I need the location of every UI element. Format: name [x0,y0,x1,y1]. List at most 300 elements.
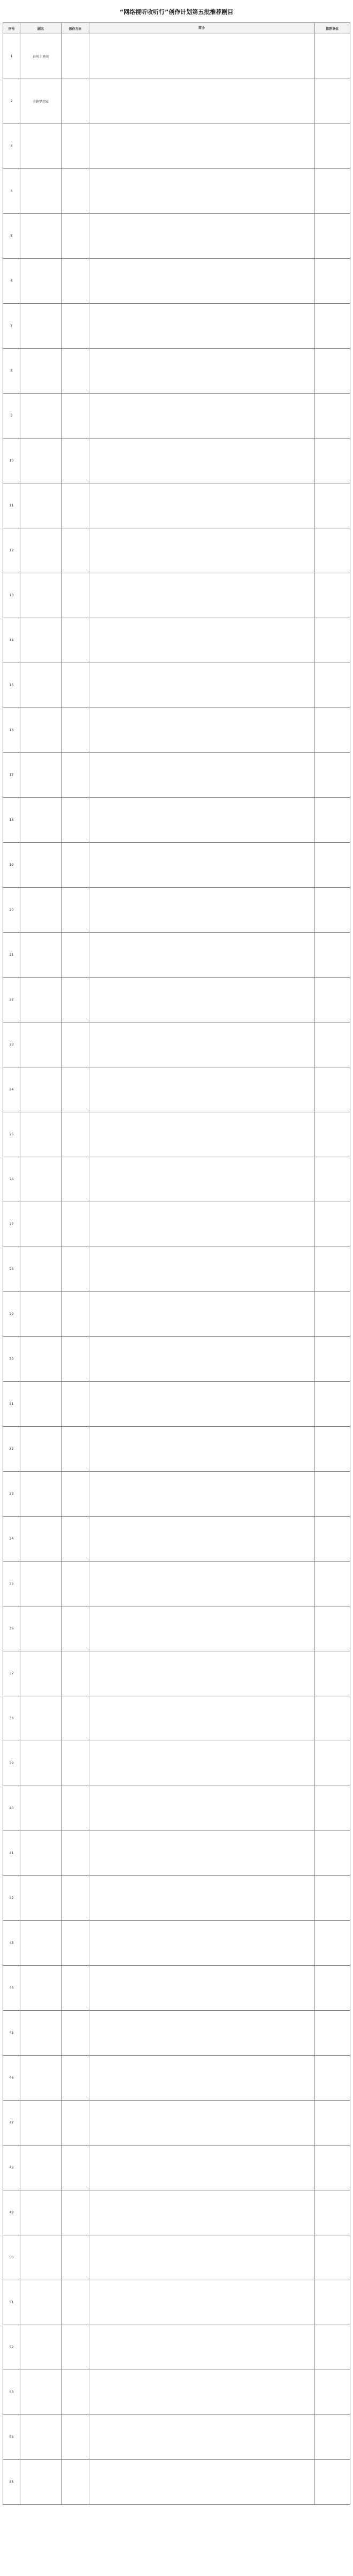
creative-direction [62,2235,89,2280]
recommending-unit [314,1112,350,1157]
recommending-unit [314,214,350,259]
drama-title [20,2370,62,2415]
table-row [3,439,350,483]
drama-title [20,214,62,259]
drama-title [20,2325,62,2370]
synopsis [89,1966,314,2011]
recommending-unit [314,483,350,528]
creative-direction [62,798,89,843]
creative-direction [62,2056,89,2101]
row-number: 29 [3,1292,20,1337]
recommending-unit [314,1427,350,1472]
recommending-unit [314,1292,350,1337]
table-row [3,34,350,79]
recommending-unit [314,1472,350,1517]
synopsis [89,34,314,79]
creative-direction [62,618,89,663]
drama-title [20,933,62,978]
table-row [3,663,350,708]
synopsis [89,1292,314,1337]
drama-title [20,1831,62,1876]
creative-direction [62,1472,89,1517]
synopsis [89,2011,314,2056]
drama-title [20,753,62,798]
synopsis [89,1876,314,1921]
table-row [3,2235,350,2280]
creative-direction [62,394,89,439]
recommending-unit [314,2056,350,2101]
table-row [3,1651,350,1696]
drama-title [20,1067,62,1112]
row-number: 24 [3,1067,20,1112]
table-row [3,1606,350,1651]
table-row [3,79,350,124]
header-recommender: 推荐单位 [314,23,350,34]
synopsis [89,2415,314,2460]
table-row [3,1921,350,1966]
recommending-unit [314,169,350,214]
drama-title [20,1202,62,1247]
recommending-unit [314,1741,350,1786]
recommending-unit [314,978,350,1022]
row-number: 3 [3,124,20,169]
recommending-unit [314,843,350,888]
row-number: 52 [3,2325,20,2370]
synopsis [89,1517,314,1562]
recommending-unit [314,1651,350,1696]
row-number: 53 [3,2370,20,2415]
synopsis [89,753,314,798]
table-row [3,933,350,978]
recommending-unit [314,753,350,798]
recommending-unit [314,933,350,978]
synopsis [89,1337,314,1382]
drama-title [20,1292,62,1337]
recommending-unit [314,2101,350,2146]
table-row [3,2011,350,2056]
table-row [3,1427,350,1472]
table-row [3,2190,350,2235]
table-row [3,753,350,798]
creative-direction [62,978,89,1022]
table-row [3,2460,350,2505]
recommending-unit [314,618,350,663]
recommending-unit [314,663,350,708]
recommending-unit [314,1247,350,1292]
row-number: 8 [3,349,20,394]
row-number: 26 [3,1157,20,1202]
row-number: 48 [3,2146,20,2190]
recommending-unit [314,1517,350,1562]
table-row [3,483,350,528]
row-number: 14 [3,618,20,663]
row-number: 21 [3,933,20,978]
table-row [3,1562,350,1606]
synopsis [89,1651,314,1696]
row-number: 6 [3,259,20,304]
recommending-unit [314,1696,350,1741]
recommending-unit [314,2280,350,2325]
recommending-unit [314,798,350,843]
synopsis [89,1741,314,1786]
creative-direction [62,1067,89,1112]
row-number: 27 [3,1202,20,1247]
drama-title [20,1876,62,1921]
table-row [3,169,350,214]
recommending-unit [314,1337,350,1382]
drama-title [20,573,62,618]
drama-title [20,1427,62,1472]
table-row [3,843,350,888]
drama-title [20,304,62,349]
creative-direction [62,1651,89,1696]
drama-title [20,1022,62,1067]
table-header-row [3,23,350,34]
synopsis [89,1921,314,1966]
synopsis [89,483,314,528]
recommending-unit [314,888,350,933]
table-row [3,1157,350,1202]
table-row [3,1966,350,2011]
synopsis [89,2370,314,2415]
creative-direction [62,304,89,349]
drama-title [20,2415,62,2460]
synopsis [89,2056,314,2101]
recommending-unit [314,528,350,573]
row-number: 30 [3,1337,20,1382]
synopsis [89,259,314,304]
page-title: “网络视听收听行”创作计划第五批推荐剧目 [119,9,234,16]
synopsis [89,1472,314,1517]
recommending-unit [314,2235,350,2280]
header-direction: 创作方向 [62,23,89,34]
drama-title [20,1741,62,1786]
synopsis [89,978,314,1022]
table-row [3,1112,350,1157]
synopsis [89,2101,314,2146]
drama-title [20,483,62,528]
table-row [3,528,350,573]
drama-title [20,2235,62,2280]
recommending-unit [314,2415,350,2460]
table-row [3,259,350,304]
recommending-unit [314,1202,350,1247]
table-row [3,124,350,169]
recommending-unit [314,124,350,169]
row-number: 4 [3,169,20,214]
drama-title [20,439,62,483]
recommending-unit [314,1382,350,1427]
row-number: 12 [3,528,20,573]
table-row [3,1786,350,1831]
row-number: 19 [3,843,20,888]
recommending-unit [314,2370,350,2415]
synopsis [89,798,314,843]
creative-direction [62,888,89,933]
synopsis [89,394,314,439]
recommending-unit [314,1966,350,2011]
row-number: 28 [3,1247,20,1292]
table-row [3,2370,350,2415]
recommending-unit [314,1022,350,1067]
creative-direction [62,708,89,753]
creative-direction [62,214,89,259]
row-number: 33 [3,1472,20,1517]
row-number: 40 [3,1786,20,1831]
table-row [3,1292,350,1337]
table-row [3,1022,350,1067]
row-number: 46 [3,2056,20,2101]
table-row [3,214,350,259]
recommending-unit [314,2325,350,2370]
row-number: 54 [3,2415,20,2460]
table-row [3,888,350,933]
recommending-unit [314,2460,350,2505]
drama-title [20,2146,62,2190]
synopsis [89,1202,314,1247]
row-number: 45 [3,2011,20,2056]
drama-title [20,528,62,573]
row-number: 22 [3,978,20,1022]
table-row [3,1831,350,1876]
table-row [3,1696,350,1741]
recommending-unit [314,349,350,394]
row-number: 39 [3,1741,20,1786]
drama-title [20,2101,62,2146]
synopsis [89,2280,314,2325]
synopsis [89,573,314,618]
creative-direction [62,349,89,394]
row-number: 23 [3,1022,20,1067]
creative-direction [62,2190,89,2235]
synopsis [89,1247,314,1292]
row-number: 10 [3,439,20,483]
synopsis [89,1696,314,1741]
creative-direction [62,843,89,888]
row-number: 32 [3,1427,20,1472]
drama-title [20,1921,62,1966]
synopsis [89,1022,314,1067]
synopsis [89,79,314,124]
row-number: 38 [3,1696,20,1741]
synopsis [89,439,314,483]
synopsis [89,1562,314,1606]
table-row [3,618,350,663]
synopsis [89,1427,314,1472]
drama-title [20,1966,62,2011]
drama-title [20,1247,62,1292]
creative-direction [62,1202,89,1247]
creative-direction [62,663,89,708]
drama-title: 小镇梦想家 [20,79,62,124]
synopsis [89,124,314,169]
drama-title [20,1472,62,1517]
creative-direction [62,124,89,169]
creative-direction [62,1831,89,1876]
table-row [3,1067,350,1112]
synopsis [89,2190,314,2235]
row-number: 41 [3,1831,20,1876]
recommending-unit [314,394,350,439]
creative-direction [62,259,89,304]
creative-direction [62,1786,89,1831]
header-title: 剧名 [20,23,62,34]
row-number: 7 [3,304,20,349]
table-row [3,1741,350,1786]
creative-direction [62,753,89,798]
creative-direction [62,1696,89,1741]
row-number: 47 [3,2101,20,2146]
drama-title [20,349,62,394]
drama-title [20,1562,62,1606]
table-row [3,349,350,394]
table-row [3,1517,350,1562]
drama-title: 春风十里间 [20,34,62,79]
table-row [3,1382,350,1427]
drama-title [20,394,62,439]
drama-title [20,1696,62,1741]
recommending-unit [314,34,350,79]
table-row [3,1472,350,1517]
recommending-unit [314,1067,350,1112]
drama-title [20,708,62,753]
recommending-unit [314,1921,350,1966]
table-row [3,2101,350,2146]
synopsis [89,304,314,349]
synopsis [89,1831,314,1876]
row-number: 51 [3,2280,20,2325]
synopsis [89,2460,314,2505]
creative-direction [62,1247,89,1292]
creative-direction [62,2280,89,2325]
synopsis [89,708,314,753]
synopsis [89,1157,314,1202]
row-number: 16 [3,708,20,753]
row-number: 17 [3,753,20,798]
creative-direction [62,1112,89,1157]
recommending-unit [314,1831,350,1876]
synopsis [89,2235,314,2280]
synopsis [89,1112,314,1157]
table-row [3,2325,350,2370]
recommending-unit [314,79,350,124]
recommended-dramas-table [3,22,350,2505]
row-number: 35 [3,1562,20,1606]
creative-direction [62,2325,89,2370]
row-number: 25 [3,1112,20,1157]
drama-title [20,2280,62,2325]
recommending-unit [314,1157,350,1202]
drama-title [20,843,62,888]
drama-title [20,2011,62,2056]
creative-direction [62,1157,89,1202]
synopsis [89,214,314,259]
table-row [3,1202,350,1247]
table-row [3,1247,350,1292]
table-row [3,978,350,1022]
drama-title [20,169,62,214]
drama-title [20,1112,62,1157]
recommending-unit [314,2190,350,2235]
row-number: 9 [3,394,20,439]
synopsis [89,843,314,888]
table-row [3,1876,350,1921]
row-number: 20 [3,888,20,933]
table-row [3,2415,350,2460]
row-number: 5 [3,214,20,259]
drama-title [20,663,62,708]
header-synopsis: 简介 [89,23,314,34]
drama-title [20,259,62,304]
drama-title [20,1382,62,1427]
creative-direction [62,1022,89,1067]
row-number: 13 [3,573,20,618]
recommending-unit [314,439,350,483]
drama-title [20,1606,62,1651]
synopsis [89,1382,314,1427]
creative-direction [62,1337,89,1382]
recommending-unit [314,708,350,753]
drama-title [20,978,62,1022]
creative-direction [62,1966,89,2011]
creative-direction [62,483,89,528]
drama-title [20,1337,62,1382]
synopsis [89,2146,314,2190]
creative-direction [62,1921,89,1966]
row-number: 50 [3,2235,20,2280]
drama-title [20,618,62,663]
creative-direction [62,2011,89,2056]
drama-title [20,1651,62,1696]
row-number: 31 [3,1382,20,1427]
creative-direction [62,1517,89,1562]
creative-direction [62,573,89,618]
row-number: 42 [3,1876,20,1921]
row-number: 34 [3,1517,20,1562]
creative-direction [62,1562,89,1606]
creative-direction [62,933,89,978]
row-number: 15 [3,663,20,708]
recommending-unit [314,259,350,304]
creative-direction [62,2460,89,2505]
synopsis [89,169,314,214]
row-number: 18 [3,798,20,843]
synopsis [89,528,314,573]
synopsis [89,1606,314,1651]
creative-direction [62,2370,89,2415]
table-row [3,2146,350,2190]
drama-title [20,1786,62,1831]
synopsis [89,618,314,663]
creative-direction [62,34,89,79]
row-number: 11 [3,483,20,528]
table-row [3,573,350,618]
creative-direction [62,1876,89,1921]
drama-title [20,1517,62,1562]
synopsis [89,888,314,933]
drama-title [20,1157,62,1202]
recommending-unit [314,304,350,349]
recommending-unit [314,1786,350,1831]
synopsis [89,933,314,978]
creative-direction [62,528,89,573]
row-number: 37 [3,1651,20,1696]
creative-direction [62,79,89,124]
recommending-unit [314,1562,350,1606]
row-number: 1 [3,34,20,79]
drama-title [20,124,62,169]
creative-direction [62,2415,89,2460]
